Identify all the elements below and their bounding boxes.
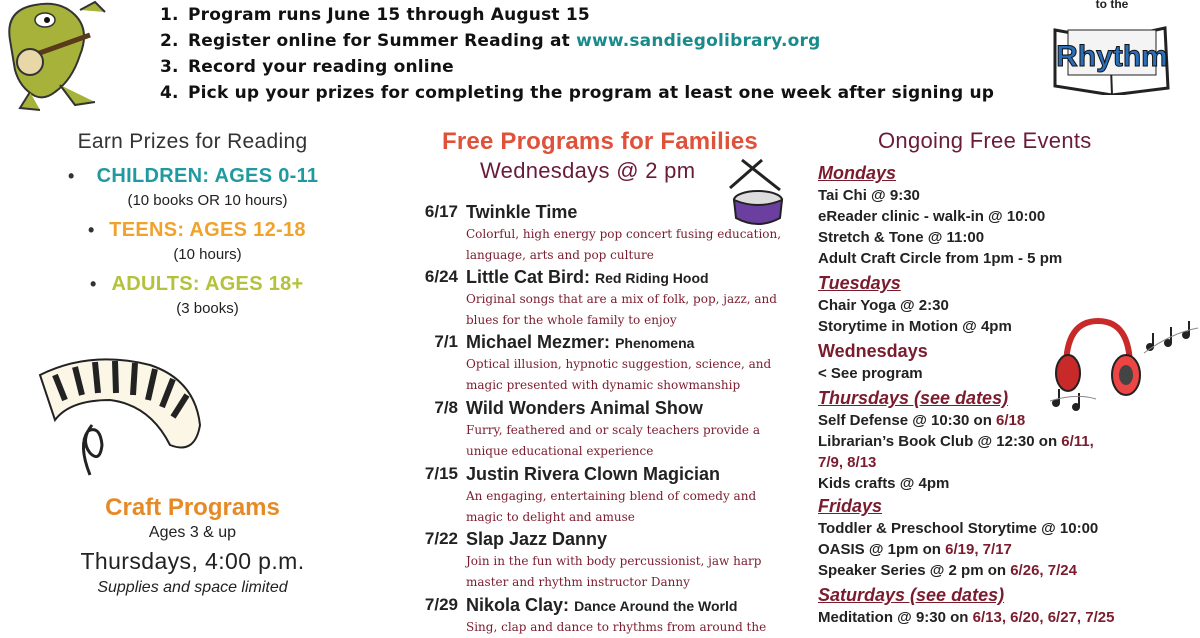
- age-group-children: [0, 162, 385, 190]
- day-heading-fridays: Fridays: [818, 496, 883, 516]
- day-heading-mondays: Mondays: [818, 163, 897, 183]
- bullet-icon: •: [68, 166, 75, 186]
- step-text: Register online for Summer Reading at: [188, 31, 577, 51]
- day-heading-thursdays: Thursdays (see dates): [818, 388, 1009, 408]
- age-group-label: CHILDREN: AGES 0-11: [96, 165, 319, 187]
- family-programs-schedule: Wednesdays @ 2 pm: [480, 158, 696, 183]
- program-date: 6/24: [424, 267, 458, 286]
- program-date: 7/15: [424, 464, 458, 483]
- rhythm-logo: [1050, 0, 1175, 95]
- craft-programs-section: [0, 494, 385, 597]
- age-group-detail: (3 books): [176, 300, 239, 317]
- step-text: Program runs June 15 through August 15: [188, 5, 590, 25]
- step-text: Record your reading online: [188, 57, 454, 77]
- library-website-link[interactable]: www.sandiegolibrary.org: [576, 31, 821, 51]
- headphones-music-notes-illustration: [1046, 313, 1200, 413]
- prizes-title: Earn Prizes for Reading: [77, 130, 308, 153]
- program-date: 7/22: [424, 529, 458, 548]
- age-group-detail: (10 books OR 10 hours): [127, 192, 288, 209]
- program-date: 7/8: [434, 398, 458, 417]
- ongoing-events-title: Ongoing Free Events: [878, 128, 1092, 153]
- event-item: < See program: [818, 365, 923, 382]
- event-item: Chair Yoga @ 2:30: [818, 297, 949, 314]
- program-name: Twinkle Time: [466, 202, 578, 222]
- program-date: 7/1: [434, 332, 458, 351]
- event-item: 7/9, 8/13: [818, 454, 877, 471]
- event-item: Toddler & Preschool Storytime @ 10:00: [818, 520, 1099, 537]
- day-heading-tuesdays: Tuesdays: [818, 273, 901, 293]
- event-item: Tai Chi @ 9:30: [818, 187, 920, 204]
- program-description: Optical illusion, hypnotic suggestion, science, and magic presented with dynamic showmanship: [466, 357, 772, 392]
- day-heading-wednesdays: Wednesdays: [818, 341, 928, 361]
- program-description: Join in the fun with body percussionist, jaw harp master and rhythm instructor Danny: [466, 554, 762, 589]
- program-date: 7/29: [424, 595, 458, 614]
- age-group-detail: (10 hours): [173, 246, 242, 263]
- step-item: [160, 28, 1030, 54]
- event-item: OASIS @ 1pm on 6/19, 7/17: [818, 541, 1012, 558]
- step-number: 3.: [160, 57, 179, 77]
- program-name: Little Cat Bird: Red Riding Hood: [466, 267, 709, 287]
- step-item: [160, 2, 1030, 28]
- frog-banjo-illustration: [0, 0, 125, 112]
- craft-note: Supplies and space limited: [97, 579, 288, 596]
- event-item: Self Defense @ 10:30 on 6/18: [818, 412, 1026, 429]
- program-name: Justin Rivera Clown Magician: [466, 464, 721, 484]
- craft-title: Craft Programs: [105, 494, 280, 521]
- event-item: Meditation @ 9:30 on 6/13, 6/20, 6/27, 7/25: [818, 609, 1115, 626]
- day-heading-saturdays: Saturdays (see dates): [818, 585, 1005, 605]
- step-text: Pick up your prizes for completing the program at least one week after signing up: [188, 83, 995, 103]
- logo-top-text: to the: [1095, 0, 1129, 11]
- craft-time: Thursdays, 4:00 p.m.: [80, 548, 305, 574]
- bullet-icon: •: [88, 220, 95, 240]
- step-item: [160, 54, 1030, 80]
- step-number: 4.: [160, 83, 179, 103]
- program-description: An engaging, entertaining blend of comedy and magic to delight and amuse: [466, 489, 757, 524]
- program-name: Wild Wonders Animal Show: [466, 398, 703, 418]
- age-group-adults: [0, 270, 385, 298]
- age-group-teens: [0, 216, 385, 244]
- bullet-icon: •: [90, 274, 97, 294]
- event-item: eReader clinic - walk-in @ 10:00: [818, 208, 1046, 225]
- step-number: 1.: [160, 5, 179, 25]
- piano-keys-illustration: [30, 345, 210, 485]
- program-steps-list: [160, 2, 1030, 106]
- prizes-section: [0, 128, 385, 320]
- program-description: Sing, clap and dance to rhythms from around the: [466, 620, 767, 634]
- program-name: Nikola Clay: Dance Around the World: [466, 595, 738, 615]
- craft-ages: Ages 3 & up: [148, 524, 237, 541]
- age-group-label: ADULTS: AGES 18+: [111, 273, 304, 295]
- event-item: Kids crafts @ 4pm: [818, 475, 950, 492]
- program-name: Slap Jazz Danny: [466, 529, 608, 549]
- event-item: Speaker Series @ 2 pm on 6/26, 7/24: [818, 562, 1077, 579]
- logo-word: Rhythm: [1056, 40, 1168, 73]
- event-item: Stretch & Tone @ 11:00: [818, 229, 985, 246]
- event-item: Librarian’s Book Club @ 12:30 on 6/11,: [818, 433, 1094, 450]
- event-item: Storytime in Motion @ 4pm: [818, 318, 1012, 335]
- step-item: [160, 80, 1030, 106]
- program-description: Colorful, high energy pop concert fusing education, language, arts and pop culture: [466, 227, 782, 262]
- program-date: 6/17: [424, 202, 458, 221]
- program-description: Furry, feathered and or scaly teachers provide a unique educational experience: [466, 423, 760, 458]
- event-item: Adult Craft Circle from 1pm - 5 pm: [818, 250, 1063, 267]
- step-number: 2.: [160, 31, 179, 51]
- program-name: Michael Mezmer: Phenomena: [466, 332, 695, 352]
- program-description: Original songs that are a mix of folk, pop, jazz, and blues for the whole family to enjoy: [466, 292, 777, 327]
- drum-illustration: [722, 158, 788, 228]
- family-programs-title: Free Programs for Families: [442, 128, 758, 155]
- age-group-label: TEENS: AGES 12-18: [109, 219, 306, 241]
